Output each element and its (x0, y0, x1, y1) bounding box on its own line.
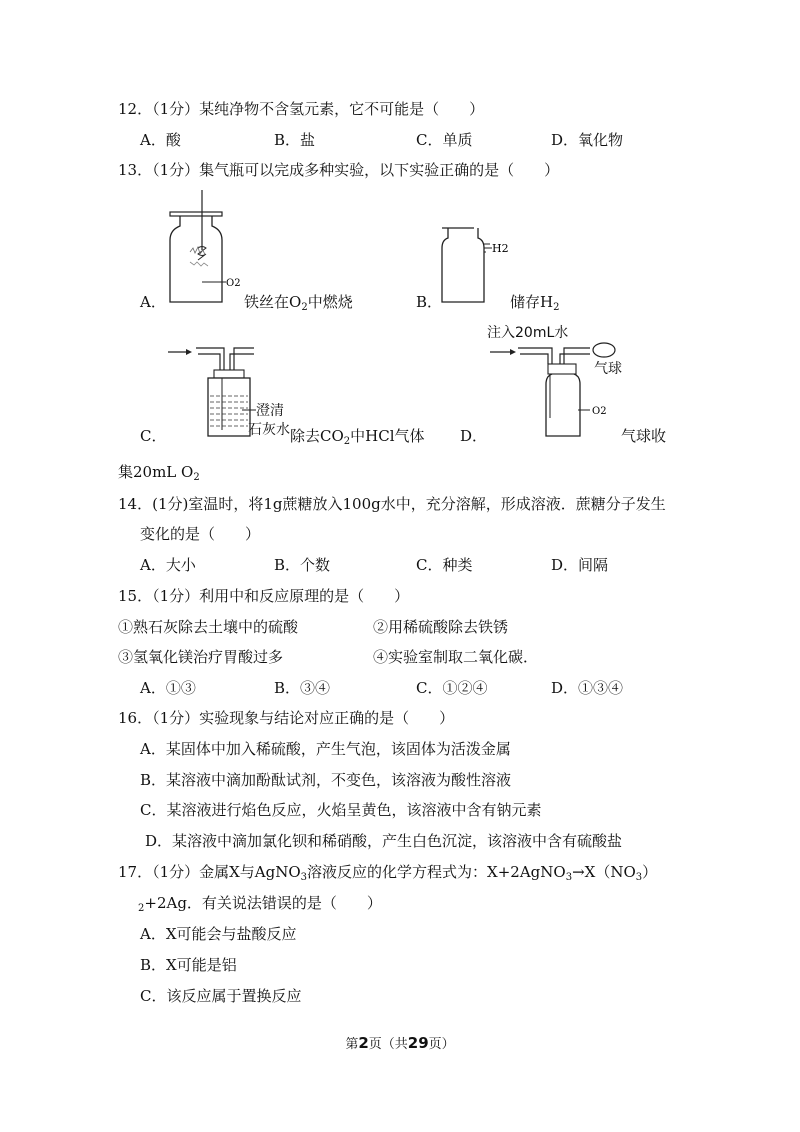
figure-b-h2-label: H2 (492, 242, 509, 255)
q14-stem-line2: 变化的是（ ） (140, 525, 261, 543)
q14-option-a: A．大小 (140, 556, 196, 574)
q15-option-b: B．③④ (274, 679, 331, 697)
figure-d-balloon-label: 气球 (594, 361, 622, 377)
q17-stem-line1: 17．（1分）金属X与AgNO$_3$溶液反应的化学方程式为：$X+2AgNO_3\to X(NO_3)$ (118, 863, 658, 883)
q15-stem: 15．（1分）利用中和反应原理的是（ ） (118, 587, 410, 605)
q15-option-d: D．①③④ (551, 679, 624, 697)
q13-stem: 13．（1分）集气瓶可以完成多种实验，以下实验正确的是（ ） (118, 161, 560, 179)
q16-stem: 16．（1分）实验现象与结论对应正确的是（ ） (118, 709, 455, 727)
q17-option-b: B．X可能是铝 (140, 956, 237, 974)
page-number: 2 (358, 1034, 369, 1052)
q12-option-d: D．氧化物 (551, 131, 624, 149)
q12-option-c: C．单质 (416, 131, 473, 149)
q15-item-1: ①熟石灰除去土壤中的硫酸 (118, 618, 299, 636)
page-footer: 第2页（共29页） (345, 1034, 455, 1052)
q14-option-b: B．个数 (274, 556, 331, 574)
q15-item-4: ④实验室制取二氧化碳． (373, 648, 539, 666)
q17-option-a: A．X可能会与盐酸反应 (140, 925, 297, 943)
figure-d-inject-label: 注入20mL水 (487, 325, 569, 341)
q13-option-a-caption: 铁丝在$O_2$中燃烧 (244, 293, 353, 313)
figure-b-h2-jar (440, 224, 520, 306)
q12-stem: 12．（1分）某纯净物不含氢元素，它不可能是（ ） (118, 100, 485, 118)
q13-option-d-caption-cont: 集20mL $O_2$ (118, 463, 200, 483)
figure-d-balloon-bottle (490, 340, 630, 440)
q13-option-d-label: D． (460, 427, 488, 445)
figure-a-o2-label: O2 (226, 278, 241, 289)
q15-option-c: C．①②④ (416, 679, 488, 697)
q15-option-a: A．①③ (140, 679, 196, 697)
q16-option-d: D．某溶液中滴加氯化钡和稀硝酸，产生白色沉淀，该溶液中含有硫酸盐 (145, 832, 623, 850)
q14-stem-line1: 14．(1分)室温时，将1g蔗糖放入100g水中，充分溶解，形成溶液．蔗糖分子发生 (118, 495, 666, 513)
q16-option-a: A．某固体中加入稀硫酸，产生气泡，该固体为活泼金属 (140, 740, 511, 758)
q13-option-d-caption: 气球收 (621, 427, 667, 445)
q12-option-a: A．酸 (140, 131, 181, 149)
figure-c-limewater-label-1: 澄清 (256, 403, 284, 419)
q17-stem-line2: $_2$+2Ag．有关说法错误的是（ ） (138, 894, 382, 914)
figure-c-limewater-label-2: 石灰水 (248, 422, 290, 438)
q17-option-c: C．该反应属于置换反应 (140, 987, 302, 1005)
page-total: 29 (407, 1034, 429, 1052)
q13-option-a-label: A． (140, 293, 166, 311)
q15-item-2: ②用稀硫酸除去铁锈 (373, 618, 509, 636)
q13-option-c-label: C． (140, 427, 167, 445)
q12-option-b: B．盐 (274, 131, 316, 149)
q14-option-d: D．间隔 (551, 556, 609, 574)
q16-option-b: B．某溶液中滴加酚酞试剂，不变色，该溶液为酸性溶液 (140, 771, 512, 789)
figure-a-iron-wire-jar (160, 190, 250, 308)
figure-d-o2-label: O2 (592, 406, 607, 417)
q13-option-b-label: B． (416, 293, 443, 311)
q13-option-b-caption: 储存$H_2$ (510, 293, 560, 313)
q16-option-c: C．某溶液进行焰色反应，火焰呈黄色，该溶液中含有钠元素 (140, 801, 542, 819)
q14-option-c: C．种类 (416, 556, 473, 574)
q15-item-3: ③氢氧化镁治疗胃酸过多 (118, 648, 284, 666)
q13-option-c-caption: 除去$CO_2$中HCl气体 (290, 427, 425, 447)
